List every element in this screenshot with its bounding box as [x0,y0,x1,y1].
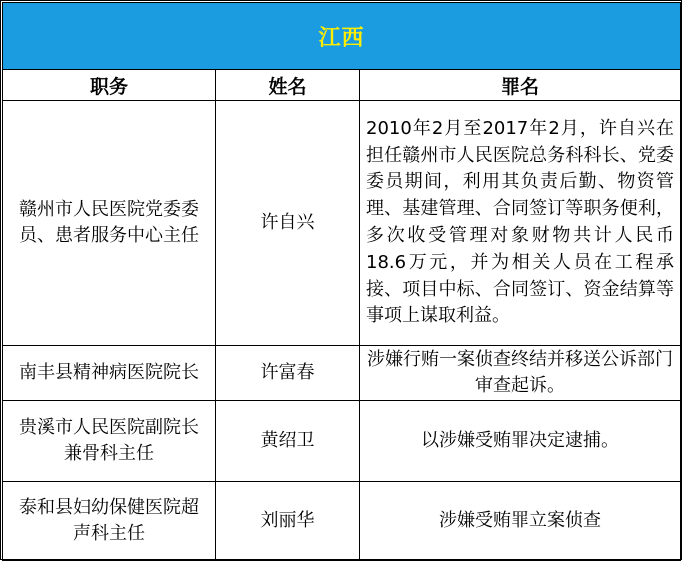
position-cell: 赣州市人民医院党委委员、患者服务中心主任 [3,101,216,346]
name-cell: 许自兴 [216,101,360,346]
name-cell: 刘丽华 [216,482,360,561]
position-cell: 贵溪市人民医院副院长兼骨科主任 [3,401,216,482]
charge-cell: 涉嫌受贿罪立案侦查 [360,482,681,561]
column-header-position: 职务 [3,70,216,101]
table-row [3,346,681,401]
name-cell: 黄绍卫 [216,401,360,482]
position-cell: 泰和县妇幼保健医院超声科主任 [3,482,216,561]
charge-cell: 2010年2月至2017年2月，许自兴在担任赣州市人民医院总务科科长、党委委员期间，利用其负责后勤、物资管理、基建管理、合同签订等职务便利，多次收受管理对象财物共计人民币18.6万元，并为相关人员在工程承接、项目中标、合同签订、资金结算等事项上谋取利益。 [360,101,681,346]
charge-cell: 以涉嫌受贿罪决定逮捕。 [360,401,681,482]
table-header-row [3,70,681,101]
name-cell: 许富春 [216,346,360,401]
column-header-charge: 罪名 [360,70,681,101]
position-cell: 南丰县精神病医院院长 [3,346,216,401]
charge-cell: 涉嫌行贿一案侦查终结并移送公诉部门审查起诉。 [360,346,681,401]
column-header-name: 姓名 [216,70,360,101]
table-title-row [3,3,681,70]
officials-table [2,2,681,561]
table-row [3,101,681,346]
table-row [3,482,681,561]
table-row [3,401,681,482]
table-title: 江西 [3,3,681,70]
